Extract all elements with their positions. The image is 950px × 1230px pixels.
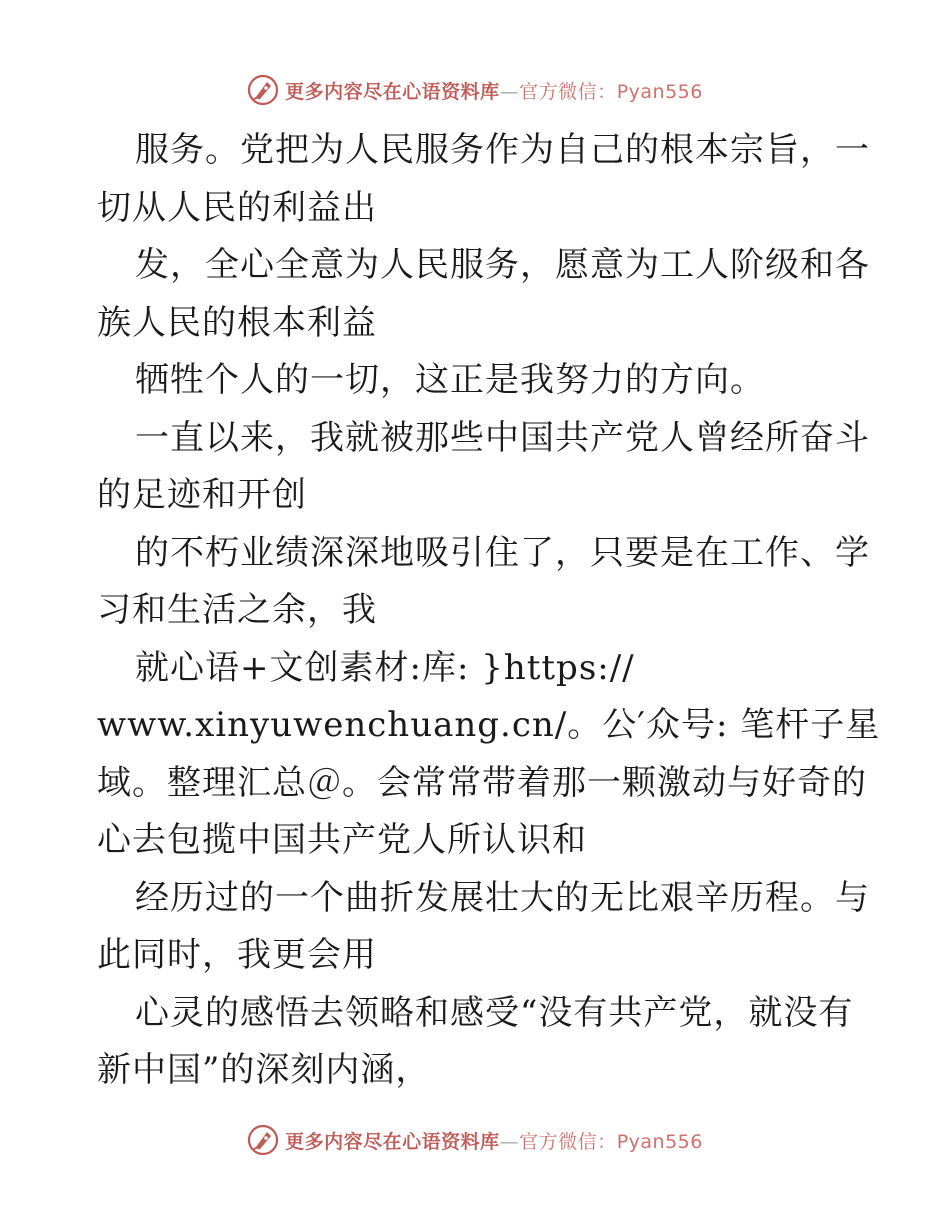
watermark-contact-id: Pyan556 (616, 1130, 703, 1153)
body-line: 域。整理汇总＠。会常常带着那一颗激动与好奇的 (97, 762, 867, 803)
body-line: 的不朽业绩深深地吸引住了，只要是在工作、学 (135, 532, 870, 573)
body-line: 的足迹和开创 (97, 475, 307, 515)
watermark-contact-id: Pyan556 (616, 80, 703, 103)
watermark-dash: — (499, 80, 520, 103)
body-line: 心灵的感悟去领略和感受“没有共产党，就没有 (135, 992, 854, 1033)
watermark-contact-label: 官方微信： (519, 80, 617, 103)
body-line: 切从人民的利益出 (97, 187, 377, 228)
body-line: 经历过的一个曲折发展壮大的无比艰辛历程。与 (135, 877, 870, 918)
watermark-text (285, 1127, 703, 1154)
body-line: 服务。党把为人民服务作为自己的根本宗旨，一 (135, 130, 870, 170)
body-line: 族人民的根本利益 (97, 302, 377, 343)
body-line: 心去包揽中国共产党人所认识和 (97, 820, 587, 860)
watermark-dash: — (499, 1130, 520, 1153)
pen-nib-logo-icon (247, 74, 279, 106)
watermark-brand: 更多内容尽在心语资料库 (285, 1130, 500, 1153)
body-line: www.xinyuwenchuang.cn/。公′众号: 笔杆子星 (97, 705, 881, 745)
body-line: 一直以来，我就被那些中国共产党人曾经所奋斗 (135, 417, 870, 458)
body-line: 习和生活之余，我 (97, 590, 377, 630)
watermark-contact-label: 官方微信： (519, 1130, 617, 1153)
body-line: 就心语+文创素材:库: }https:// (135, 647, 635, 688)
body-line: 此同时，我更会用 (97, 935, 377, 975)
header-watermark-banner (0, 70, 950, 110)
watermark-brand: 更多内容尽在心语资料库 (285, 80, 500, 103)
watermark-text (285, 77, 703, 104)
body-line: 新中国”的深刻内涵， (97, 1050, 431, 1090)
document-body (97, 122, 881, 1100)
body-line: 发，全心全意为人民服务，愿意为工人阶级和各 (135, 245, 870, 285)
footer-watermark-banner (0, 1120, 950, 1160)
body-line: 牺牲个人的一切，这正是我努力的方向。 (135, 360, 765, 400)
pen-nib-logo-icon (247, 1124, 279, 1156)
